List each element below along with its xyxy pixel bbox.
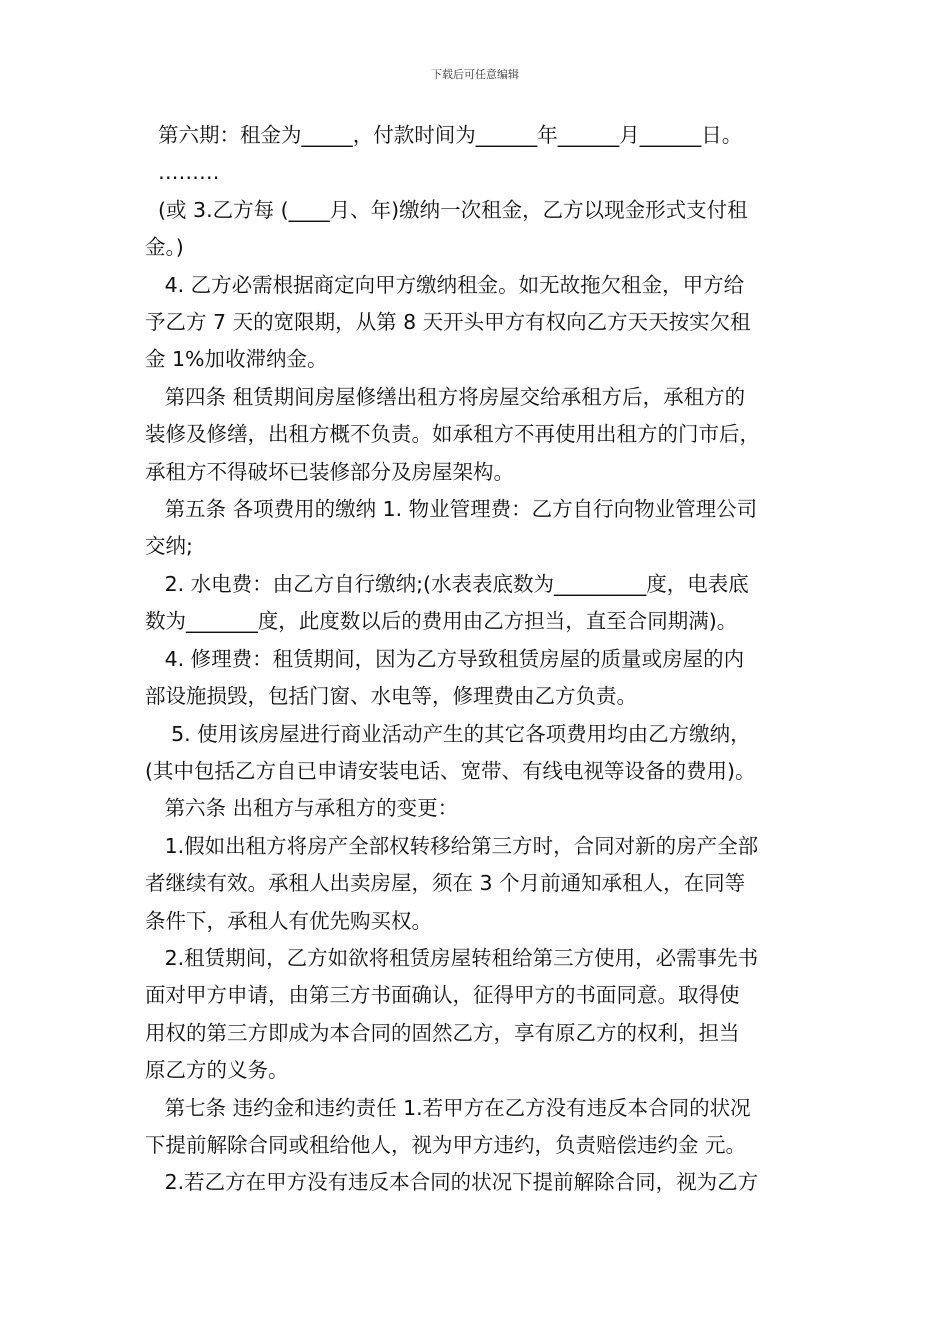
text-line: 第六期：租金为_____，付款时间为______年______月______日。 (145, 123, 743, 147)
text-line: 金 1%加收滞纳金。 (145, 347, 328, 372)
text-line: 金。) (145, 235, 184, 260)
text-line: 第六条 出租方与承租方的变更： (145, 796, 459, 821)
text-line: 5. 使用该房屋进行商业活动产生的其它各项费用均由乙方缴纳， (145, 721, 751, 746)
document-body (145, 117, 810, 1202)
text-line: (其中包括乙方自已申请安装电话、宽带、有线电视等设备的费用)。 (145, 758, 756, 783)
text-line: 承租方不得破坏已装修部分及房屋架构。 (145, 459, 514, 484)
text-line: ……… (145, 160, 220, 185)
text-line: 2. 水电费：由乙方自行缴纳;(水表表底数为_________度，电表底 (145, 571, 749, 596)
text-line: 面对甲方申请，由第三方书面确认，征得甲方的书面同意。取得使 (145, 983, 740, 1008)
text-line: (或 3.乙方每 (____月、年)缴纳一次租金，乙方以现金形式支付租 (145, 197, 748, 222)
text-line: 下提前解除合同或租给他人，视为甲方违约，负责赔偿违约金 元。 (145, 1132, 747, 1157)
text-line: 予乙方 7 天的宽限期，从第 8 天开头甲方有权向乙方天天按实欠租 (145, 310, 751, 335)
text-line: 者继续有效。承租人出卖房屋，须在 3 个月前通知承租人，在同等 (145, 871, 746, 896)
text-line: 用权的第三方即成为本合同的固然乙方，享有原乙方的权利，担当 (145, 1020, 740, 1045)
text-line: 装修及修缮，出租方概不负责。如承租方不再使用出租方的门市后， (145, 422, 760, 447)
text-line: 2.若乙方在甲方没有违反本合同的状况下提前解除合同，视为乙方 (145, 1170, 759, 1195)
text-line: 交纳; (145, 534, 193, 559)
text-line: 原乙方的义务。 (145, 1058, 289, 1083)
text-line: 部设施损毁，包括门窗、水电等，修理费由乙方负责。 (145, 684, 637, 709)
text-line: 第四条 租赁期间房屋修缮出租方将房屋交给承租方后，承租方的 (145, 384, 746, 409)
text-line: 1.假如出租方将房产全部权转移给第三方时，合同对新的房产全部 (145, 833, 759, 858)
text-line: 第七条 违约金和违约责任 1.若甲方在乙方没有违反本合同的状况 (145, 1095, 751, 1120)
text-line: 4. 修理费：租赁期间，因为乙方导致租赁房屋的质量或房屋的内 (145, 646, 745, 671)
text-line: 数为_______度，此度数以后的费用由乙方担当，直至合同期满)。 (145, 609, 738, 634)
text-line: 4. 乙方必需根据商定向甲方缴纳租金。如无故拖欠租金，甲方给 (145, 272, 745, 297)
page-header: 下载后可任意编辑 (431, 68, 519, 81)
text-line: 2.租赁期间，乙方如欲将租赁房屋转租给第三方使用，必需事先书 (145, 945, 759, 970)
text-line: 条件下，承租人有优先购买权。 (145, 908, 432, 933)
text-line: 第五条 各项费用的缴纳 1. 物业管理费：乙方自行向物业管理公司 (145, 497, 758, 522)
